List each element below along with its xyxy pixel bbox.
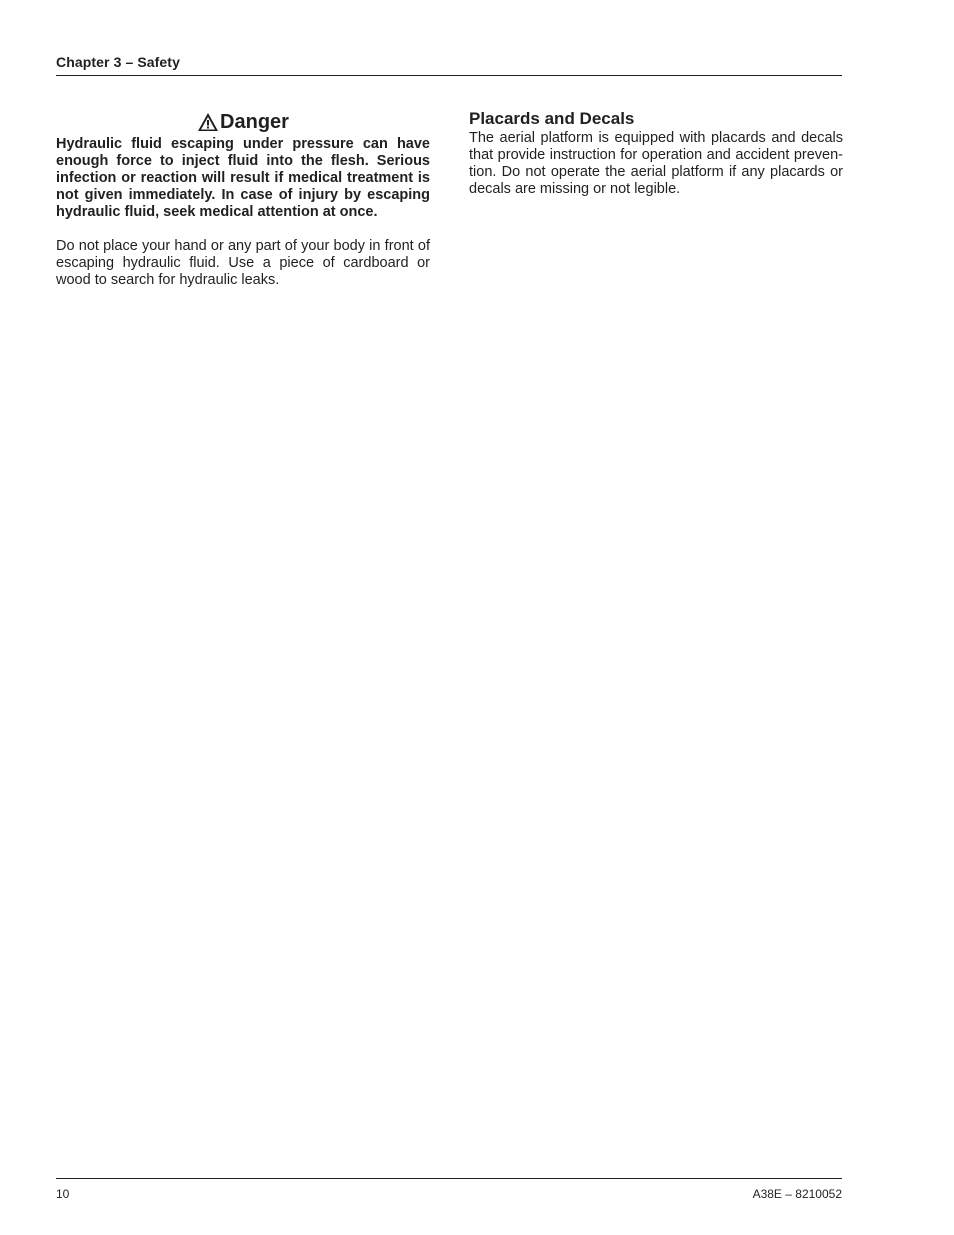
danger-heading: [56, 108, 430, 134]
placards-body-text: The aerial platform is equipped with placards and decals that provide instruction for operation and accident preven-tion. Do not operate the aerial platform if any placards or decals are missing or not legible.: [469, 130, 843, 197]
right-column: [469, 108, 843, 198]
warning-triangle-icon: [197, 112, 219, 132]
placards-heading: Placards and Decals: [469, 109, 635, 128]
footer-rule: [56, 1178, 842, 1179]
chapter-title: Chapter 3 – Safety: [56, 54, 180, 70]
document-id: A38E – 8210052: [752, 1187, 842, 1201]
header-rule: [56, 75, 842, 76]
left-column: [56, 108, 430, 289]
danger-warning-text: Hydraulic fluid escaping under pressure can have enough force to inject fluid into the flesh. Serious infection or reaction will result if medical treatment is not given immediately. In case of injury by escaping hydraulic fluid, seek medical attention at once.: [56, 136, 430, 220]
danger-body-text: Do not place your hand or any part of your body in front of escaping hydraulic fluid. Use a piece of cardboard or wood to search for hydraulic leaks.: [56, 238, 430, 288]
danger-heading-label: Danger: [220, 111, 289, 133]
page-number: 10: [56, 1187, 70, 1201]
